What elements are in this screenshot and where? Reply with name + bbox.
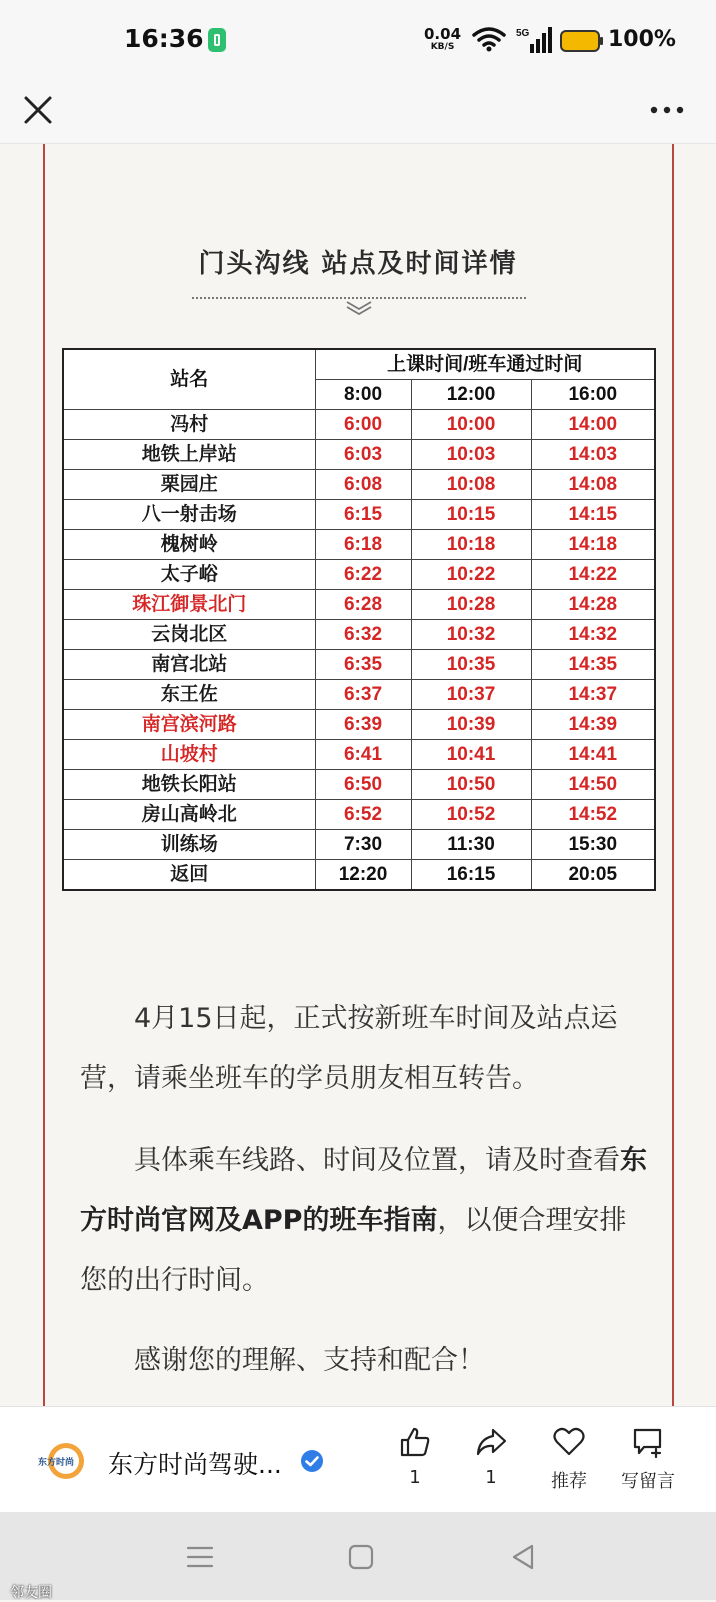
time-cell: 14:18 bbox=[531, 530, 655, 560]
time-cell: 14:50 bbox=[531, 770, 655, 800]
net-speed bbox=[424, 26, 461, 53]
time-cell: 10:52 bbox=[411, 800, 531, 830]
thumbs-up-icon bbox=[398, 1425, 432, 1459]
time-cell: 10:39 bbox=[411, 710, 531, 740]
comment-icon bbox=[631, 1425, 665, 1459]
notice-paragraph bbox=[80, 989, 650, 1109]
table-row bbox=[63, 770, 655, 800]
station-name: 太子峪 bbox=[63, 560, 315, 590]
time-cell: 10:37 bbox=[411, 680, 531, 710]
time-cell: 14:15 bbox=[531, 500, 655, 530]
share-icon bbox=[474, 1425, 508, 1459]
table-row bbox=[63, 620, 655, 650]
battery-saver-icon bbox=[208, 28, 226, 52]
recommend-label: 推荐 bbox=[551, 1471, 587, 1492]
chevron-down-icon bbox=[344, 299, 374, 315]
article-content bbox=[0, 144, 716, 1406]
time-cell: 6:50 bbox=[315, 770, 411, 800]
bottom-bar bbox=[0, 1406, 716, 1513]
account-logo[interactable] bbox=[36, 1441, 90, 1481]
section-title: 门头沟线 站点及时间详情 bbox=[198, 249, 518, 279]
time-cell: 7:30 bbox=[315, 830, 411, 860]
account-logo-text: 东方时尚 bbox=[38, 1458, 75, 1468]
share-button[interactable] bbox=[456, 1425, 526, 1488]
station-name: 云岗北区 bbox=[63, 620, 315, 650]
net-speed-unit: KB/S bbox=[430, 42, 455, 52]
thanks-paragraph bbox=[80, 1331, 650, 1391]
guide-text-bold: 东方时尚官网及APP的班车指南 bbox=[80, 1145, 647, 1236]
verified-icon bbox=[300, 1449, 324, 1473]
watermark: 邻友圈 bbox=[10, 1585, 52, 1601]
header-station: 站名 bbox=[63, 349, 315, 410]
time-cell: 6:03 bbox=[315, 440, 411, 470]
battery-percentage: 100% bbox=[608, 27, 676, 52]
heart-icon bbox=[552, 1425, 586, 1459]
station-name: 地铁上岸站 bbox=[63, 440, 315, 470]
time-cell: 10:00 bbox=[411, 410, 531, 440]
table-row bbox=[63, 590, 655, 620]
station-name: 南宫北站 bbox=[63, 650, 315, 680]
time-cell: 12:20 bbox=[315, 860, 411, 891]
station-name: 冯村 bbox=[63, 410, 315, 440]
thanks-text: 感谢您的理解、支持和配合！ bbox=[134, 1345, 485, 1376]
station-name: 珠江御景北门 bbox=[63, 590, 315, 620]
time-cell: 15:30 bbox=[531, 830, 655, 860]
time-cell: 14:03 bbox=[531, 440, 655, 470]
guide-text-before: 具体乘车线路、时间及位置，请及时查看 bbox=[134, 1145, 620, 1176]
time-cell: 14:35 bbox=[531, 650, 655, 680]
share-count: 1 bbox=[485, 1467, 497, 1488]
time-cell: 6:00 bbox=[315, 410, 411, 440]
time-cell: 6:52 bbox=[315, 800, 411, 830]
time-cell: 10:32 bbox=[411, 620, 531, 650]
time-cell: 10:08 bbox=[411, 470, 531, 500]
header-time-col-1: 8:00 bbox=[315, 380, 411, 410]
time-cell: 14:08 bbox=[531, 470, 655, 500]
table-row bbox=[63, 500, 655, 530]
comment-button[interactable] bbox=[610, 1425, 686, 1493]
net-speed-value: 0.04 bbox=[424, 25, 462, 43]
time-cell: 6:18 bbox=[315, 530, 411, 560]
time-cell: 6:08 bbox=[315, 470, 411, 500]
table-row bbox=[63, 560, 655, 590]
table-row bbox=[63, 680, 655, 710]
time-cell: 14:41 bbox=[531, 740, 655, 770]
comment-label: 写留言 bbox=[621, 1471, 675, 1492]
time-cell: 6:32 bbox=[315, 620, 411, 650]
time-cell: 10:35 bbox=[411, 650, 531, 680]
station-name: 山坡村 bbox=[63, 740, 315, 770]
time-cell: 6:15 bbox=[315, 500, 411, 530]
time-cell: 14:39 bbox=[531, 710, 655, 740]
time-cell: 10:41 bbox=[411, 740, 531, 770]
time-cell: 6:39 bbox=[315, 710, 411, 740]
status-time: 16:36 bbox=[124, 24, 204, 53]
battery-icon bbox=[560, 30, 604, 52]
time-cell: 6:37 bbox=[315, 680, 411, 710]
station-name: 八一射击场 bbox=[63, 500, 315, 530]
header-time-group: 上课时间/班车通过时间 bbox=[315, 349, 655, 380]
time-cell: 14:22 bbox=[531, 560, 655, 590]
table-row bbox=[63, 710, 655, 740]
station-name: 训练场 bbox=[63, 830, 315, 860]
time-cell: 14:00 bbox=[531, 410, 655, 440]
signal-icon bbox=[516, 26, 552, 54]
header-time-col-2: 12:00 bbox=[411, 380, 531, 410]
station-name: 返回 bbox=[63, 860, 315, 891]
station-name: 地铁长阳站 bbox=[63, 770, 315, 800]
guide-paragraph bbox=[80, 1131, 650, 1311]
like-count: 1 bbox=[409, 1467, 421, 1488]
close-icon[interactable] bbox=[20, 92, 56, 128]
station-name: 房山高岭北 bbox=[63, 800, 315, 830]
header-time-col-3: 16:00 bbox=[531, 380, 655, 410]
station-name: 南宫滨河路 bbox=[63, 710, 315, 740]
station-name: 东王佐 bbox=[63, 680, 315, 710]
time-cell: 10:18 bbox=[411, 530, 531, 560]
schedule-body bbox=[63, 410, 655, 891]
time-cell: 6:28 bbox=[315, 590, 411, 620]
table-row bbox=[63, 650, 655, 680]
time-cell: 10:50 bbox=[411, 770, 531, 800]
table-row bbox=[63, 530, 655, 560]
time-cell: 14:32 bbox=[531, 620, 655, 650]
more-icon[interactable] bbox=[648, 100, 686, 120]
time-cell: 10:28 bbox=[411, 590, 531, 620]
time-cell: 14:52 bbox=[531, 800, 655, 830]
status-bar bbox=[0, 0, 716, 80]
frame-border-right bbox=[672, 144, 674, 1406]
table-row bbox=[63, 410, 655, 440]
network-type-label: 5G bbox=[516, 28, 530, 39]
table-row bbox=[63, 740, 655, 770]
time-cell: 6:22 bbox=[315, 560, 411, 590]
time-cell: 6:41 bbox=[315, 740, 411, 770]
schedule-table bbox=[62, 348, 656, 891]
table-row bbox=[63, 800, 655, 830]
station-name: 栗园庄 bbox=[63, 470, 315, 500]
time-cell: 16:15 bbox=[411, 860, 531, 891]
menu-icon[interactable] bbox=[185, 1542, 215, 1572]
system-navigation-bar bbox=[0, 1512, 716, 1600]
time-cell: 20:05 bbox=[531, 860, 655, 891]
time-cell: 6:35 bbox=[315, 650, 411, 680]
table-row bbox=[63, 470, 655, 500]
top-app-bar bbox=[0, 80, 716, 144]
time-cell: 10:15 bbox=[411, 500, 531, 530]
account-name[interactable]: 东方时尚驾驶... bbox=[108, 1450, 282, 1479]
time-cell: 11:30 bbox=[411, 830, 531, 860]
time-cell: 10:03 bbox=[411, 440, 531, 470]
home-icon[interactable] bbox=[346, 1542, 376, 1572]
back-icon[interactable] bbox=[508, 1542, 538, 1572]
recommend-button[interactable] bbox=[534, 1425, 604, 1493]
wifi-icon bbox=[472, 26, 506, 52]
like-button[interactable] bbox=[380, 1425, 450, 1488]
frame-border-left bbox=[43, 144, 45, 1406]
table-row bbox=[63, 860, 655, 891]
time-cell: 14:28 bbox=[531, 590, 655, 620]
notice-text: 4月15日起，正式按新班车时间及站点运营，请乘坐班车的学员朋友相互转告。 bbox=[80, 1003, 618, 1094]
time-cell: 10:22 bbox=[411, 560, 531, 590]
station-name: 槐树岭 bbox=[63, 530, 315, 560]
guide-text-after: ，以便合理安排您的出行时间。 bbox=[80, 1205, 627, 1296]
table-row bbox=[63, 830, 655, 860]
time-cell: 14:37 bbox=[531, 680, 655, 710]
table-row bbox=[63, 440, 655, 470]
